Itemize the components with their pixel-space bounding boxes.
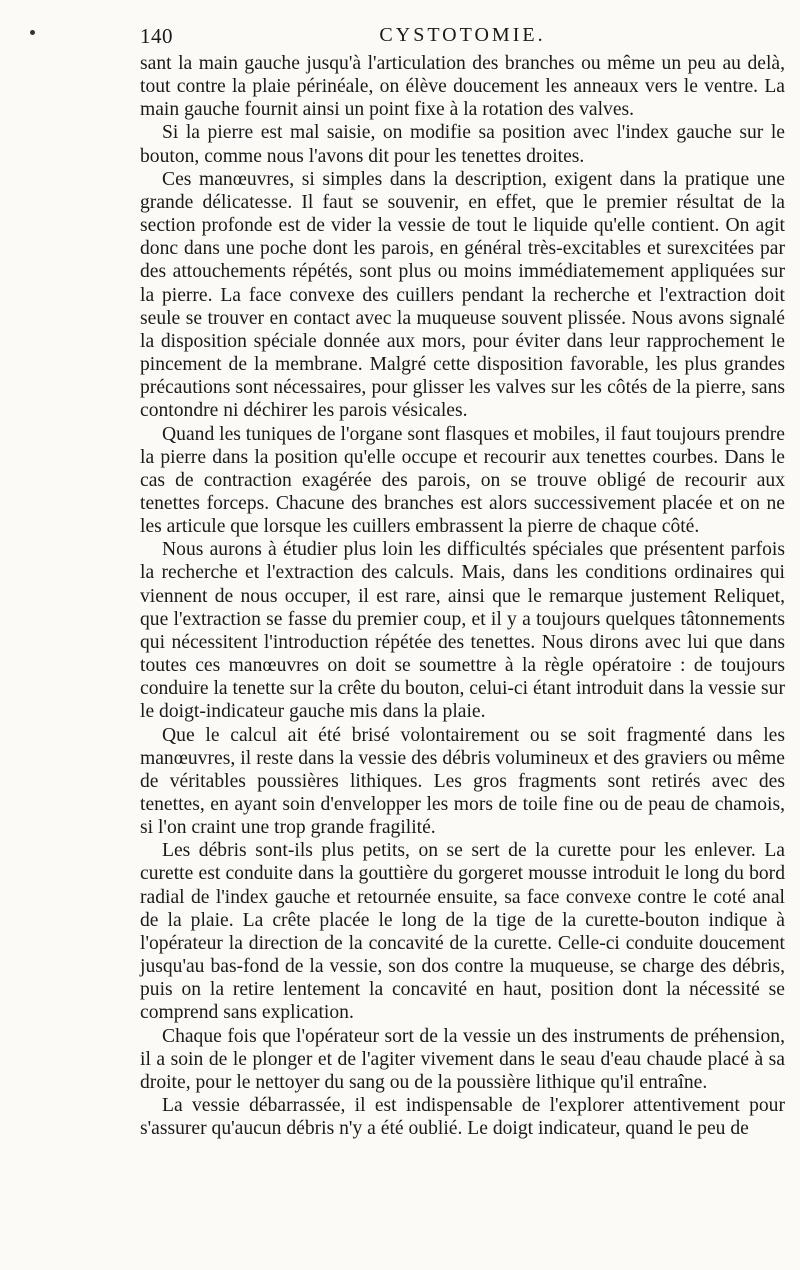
- page-number: 140: [140, 24, 173, 48]
- paragraph: Si la pierre est mal saisie, on modifie sa position avec l'index gauche sur le bouton, comme nous l'avons dit pour les tenettes droites.: [140, 122, 785, 167]
- margin-mark: [30, 30, 35, 35]
- running-head: [140, 20, 785, 52]
- paragraph: Nous aurons à étudier plus loin les difficultés spéciales que présentent parfois la recherche et l'extraction des calculs. Mais, dans les conditions ordinaires qui viennent de nous occuper, il est rare, ainsi que le remarque justement Reliquet, que l'extraction se fasse du premier coup, et il y a toujours quelques tâtonnements qui nécessitent l'introduction répétée des tenettes. Nous dirons avec lui que dans toutes ces manœuvres on doit se soumettre à la règle opératoire : de toujours conduire la tenette sur la crête du bouton, celui-ci étant introduit dans la vessie sur le doigt-indicateur gauche mis dans la plaie.: [140, 539, 785, 723]
- chapter-title: CYSTOTOMIE.: [379, 24, 546, 46]
- paragraph: Que le calcul ait été brisé volontairement ou se soit fragmenté dans les manœuvres, il reste dans la vessie des débris volumineux et des graviers ou même de véritables poussières lithiques. Les gros fragments sont retirés avec des tenettes, en ayant soin d'envelopper les mors de toile fine ou de peau de chamois, si l'on craint une trop grande fragilité.: [140, 724, 785, 839]
- paragraph: Quand les tuniques de l'organe sont flasques et mobiles, il faut toujours prendre la pierre dans la position qu'elle occupe et recourir aux tenettes courbes. Dans le cas de contraction exagérée des parois, on se trouve obligé de recourir aux tenettes forceps. Chacune des branches est alors successivement placée et on ne les articule que lorsque les cuillers embrassent la pierre de chaque côté.: [140, 423, 785, 538]
- paragraph: Ces manœuvres, si simples dans la description, exigent dans la pratique une grande délicatesse. Il faut se souvenir, en effet, que le premier résultat de la section profonde est de vider la vessie de tout le liquide qu'elle contient. On agit donc dans une poche dont les parois, en général très-excitables et surexcitées par des attouchements répétés, sont plus ou moins immédiatemement appliquées sur la pierre. La face convexe des cuillers pendant la recherche et l'extraction doit seule se trouver en contact avec la muqueuse souvent plissée. Nous avons signalé la disposition spéciale donnée aux mors, pour éviter dans leur rapprochement le pincement de la membrane. Malgré cette disposition favorable, les plus grandes précautions sont nécessaires, pour glisser les valves sur les côtés de la pierre, sans contondre ni déchirer les parois vésicales.: [140, 168, 785, 422]
- body-text: [140, 52, 785, 1140]
- paragraph: Les débris sont-ils plus petits, on se sert de la curette pour les enlever. La curette est conduite dans la gouttière du gorgeret mousse introduit le long du bord radial de l'index gauche et retournée ensuite, sa face convexe contre le coté anal de la plaie. La crête placée le long de la tige de la curette-bouton indique à l'opérateur la direction de la concavité de la curette. Celle-ci conduite doucement jusqu'au bas-fond de la vessie, son dos contre la muqueuse, se charge des débris, puis on la retire lentement la concavité en haut, position dont la nécessité se comprend sans explication.: [140, 840, 785, 1024]
- paragraph: Chaque fois que l'opérateur sort de la vessie un des instruments de préhension, il a soin de le plonger et de l'agiter vivement dans le seau d'eau chaude placé à sa droite, pour le nettoyer du sang ou de la poussière lithique qu'il entraîne.: [140, 1025, 785, 1093]
- paragraph: La vessie débarrassée, il est indispensable de l'explorer attentivement pour s'assurer qu'aucun débris n'y a été oublié. Le doigt indicateur, quand le peu de: [140, 1095, 785, 1140]
- paragraph: sant la main gauche jusqu'à l'articulation des branches ou même un peu au delà, tout contre la plaie périnéale, on élève doucement les anneaux vers le ventre. La main gauche fournit ainsi un point fixe à la rotation des valves.: [140, 53, 785, 121]
